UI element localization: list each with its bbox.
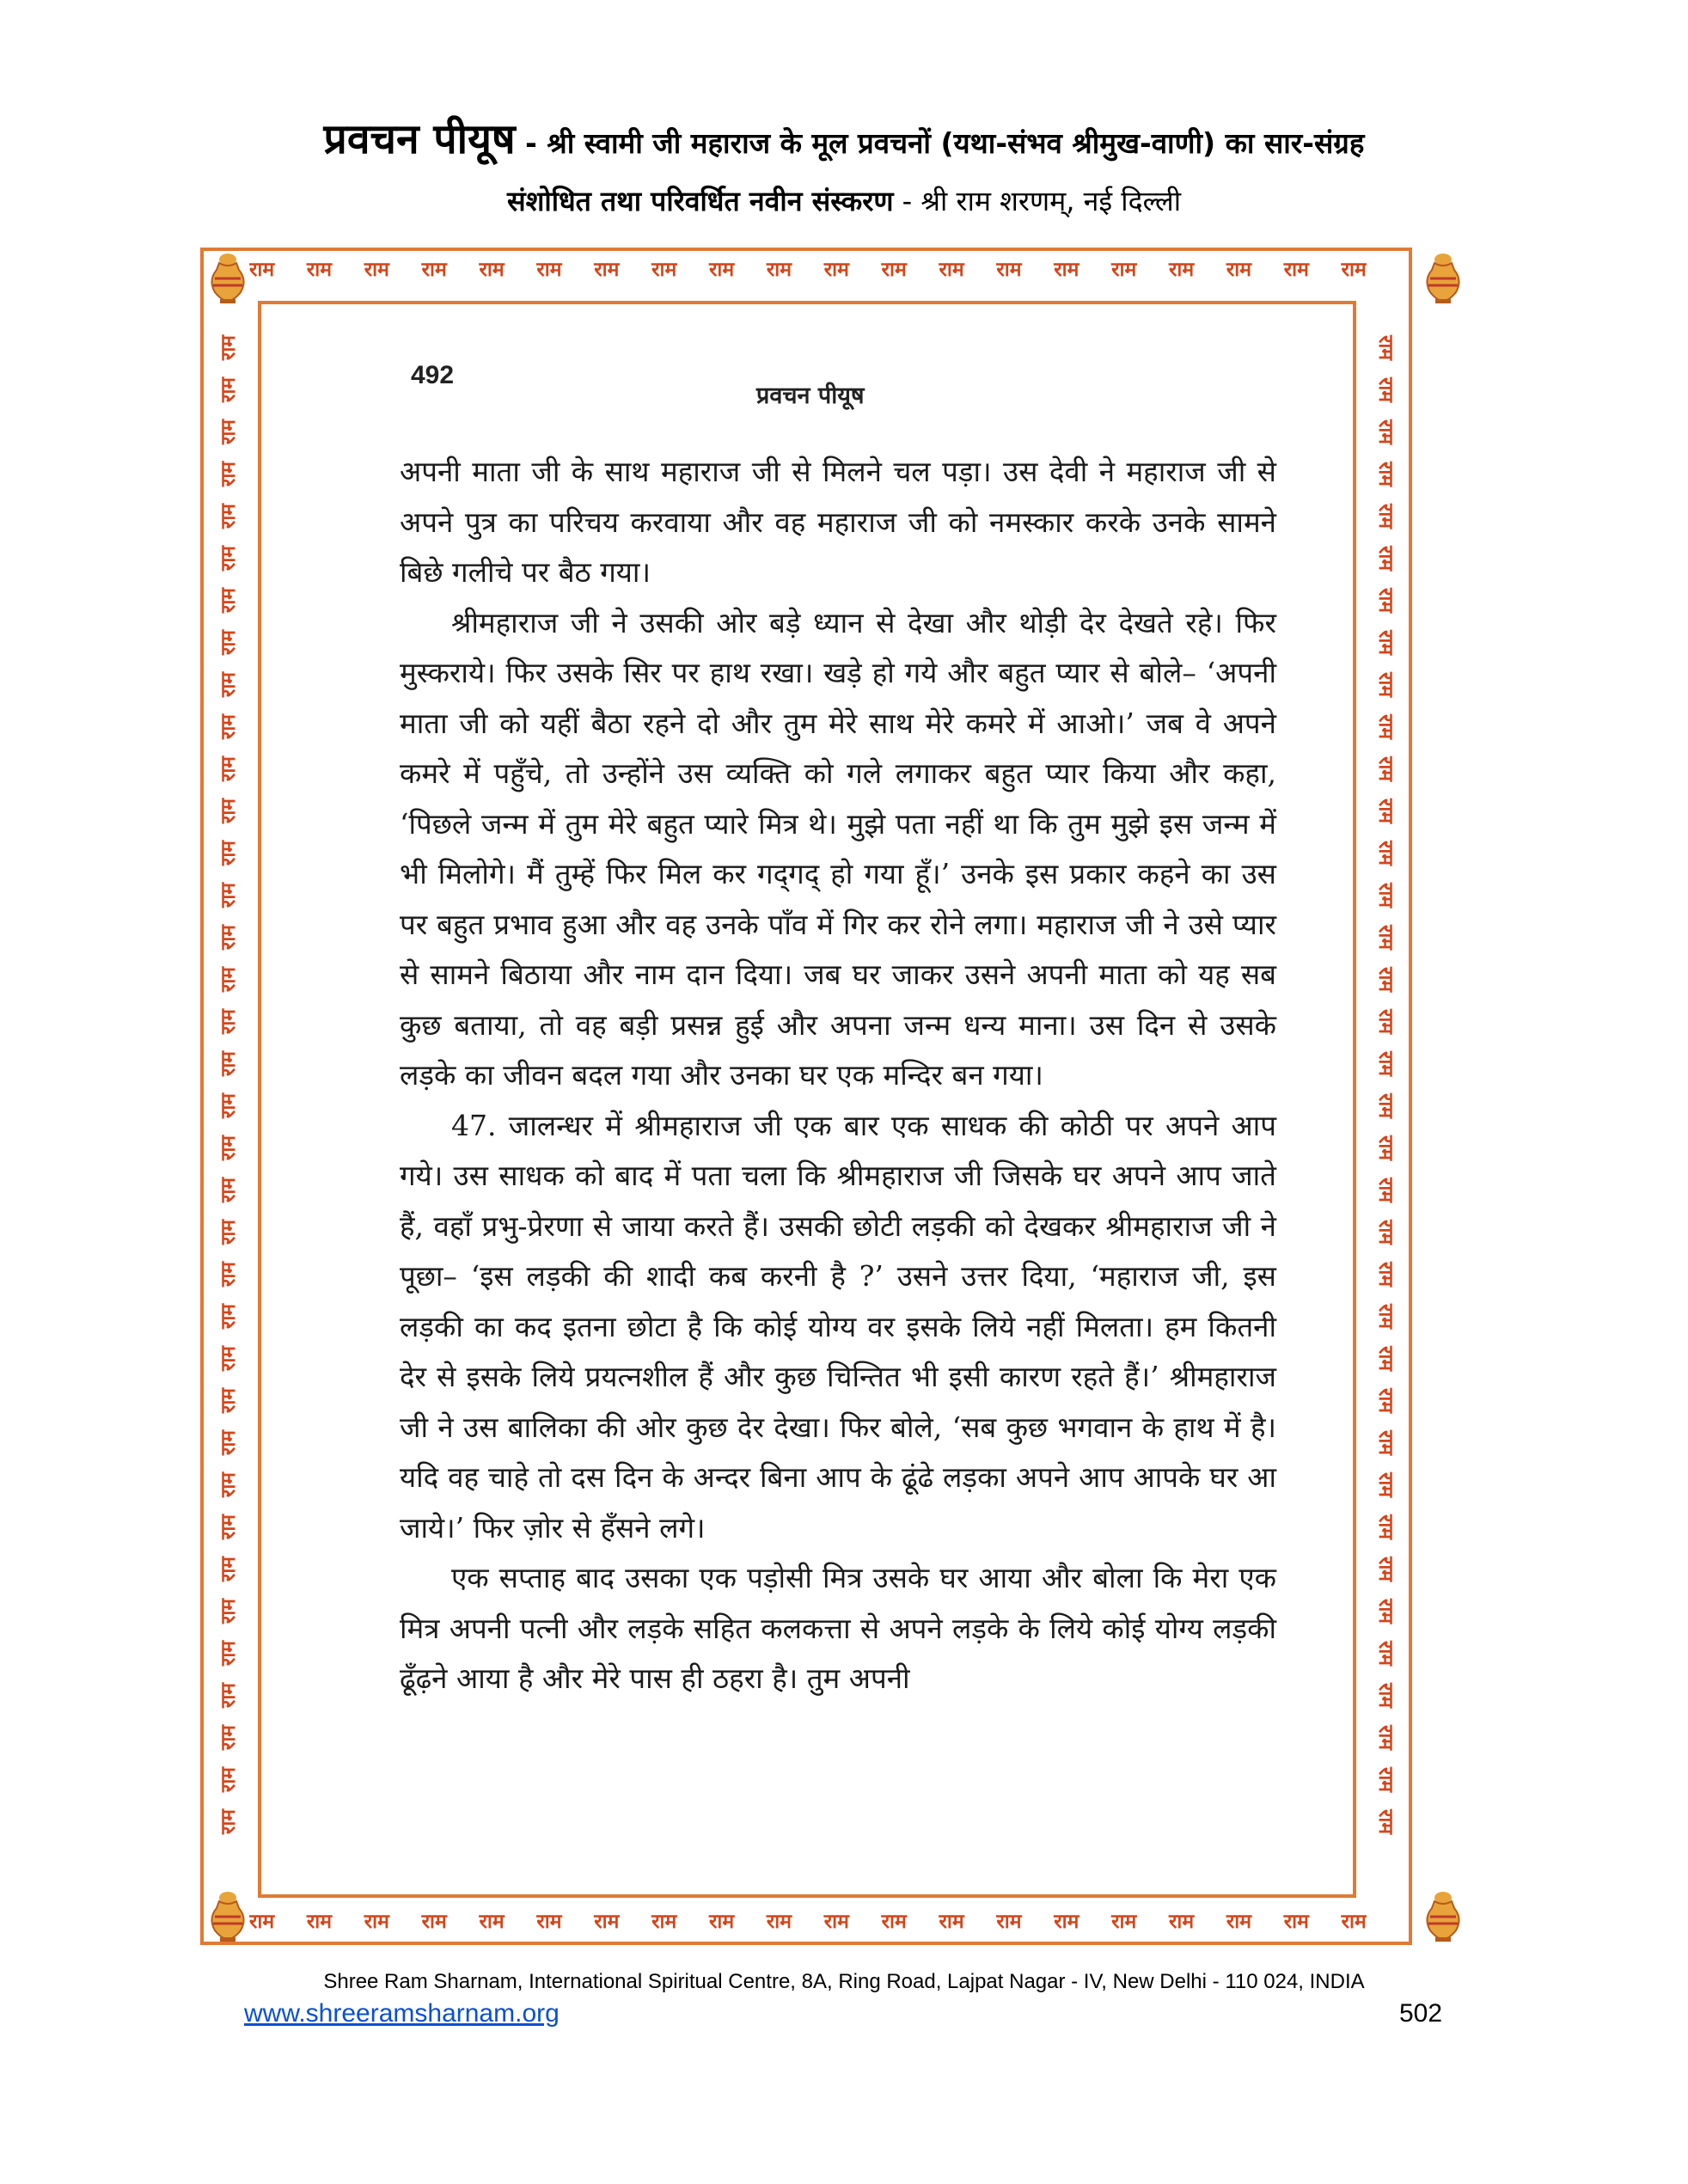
border-ram-word: राम	[1374, 1050, 1397, 1077]
border-ram-word: राम	[1111, 259, 1137, 281]
border-ram-word: राम	[823, 259, 849, 281]
border-ram-word: राम	[1341, 259, 1367, 281]
border-ram-word: राम	[249, 259, 275, 281]
border-ram-word: राम	[217, 1303, 241, 1330]
border-ram-word: राम	[217, 419, 241, 445]
border-ram-word: राम	[217, 1345, 241, 1372]
border-ram-word: राम	[996, 259, 1022, 281]
border-ram-word: राम	[1374, 1766, 1397, 1793]
border-ram-word: राम	[1374, 1471, 1397, 1498]
border-top-ram	[249, 254, 1367, 292]
border-ram-word: राम	[709, 259, 735, 281]
border-ram-word: राम	[823, 1911, 849, 1933]
border-ram-word: राम	[766, 1911, 792, 1933]
border-ram-word: राम	[651, 259, 677, 281]
border-ram-word: राम	[217, 461, 241, 487]
paragraph: एक सप्ताह बाद उसका एक पड़ोसी मित्र उसके घर आया और बोला कि मेरा एक मित्र अपनी पत्नी और लड़के सहित कलकत्ता से अपने लड़के के लिये कोई योग्य लड़की ढूँढ़ने आया है और मेरे पास ही ठहरा है। तुम अपनी	[400, 1561, 1276, 1695]
border-ram-word: राम	[651, 1911, 677, 1933]
border-ram-word: राम	[536, 1911, 562, 1933]
border-ram-word: राम	[1169, 259, 1195, 281]
border-right-ram	[1367, 327, 1404, 1874]
header-line-1	[0, 110, 1688, 166]
border-ram-word: राम	[217, 882, 241, 908]
border-ram-word: राम	[364, 259, 389, 281]
border-ram-word: राम	[1374, 798, 1397, 824]
border-ram-word: राम	[217, 840, 241, 866]
border-ram-word: राम	[217, 1219, 241, 1245]
border-ram-word: राम	[1374, 376, 1397, 403]
border-ram-word: राम	[1374, 1177, 1397, 1203]
border-ram-word: राम	[1283, 1911, 1309, 1933]
border-ram-word: राम	[217, 1724, 241, 1751]
border-ram-word: राम	[217, 1177, 241, 1203]
border-ram-word: राम	[1374, 503, 1397, 529]
border-ram-word: राम	[1374, 1682, 1397, 1709]
border-ram-word: राम	[421, 259, 447, 281]
edition-publisher: - श्री राम शरणम्, नई दिल्ली	[902, 185, 1181, 217]
paragraph: श्रीमहाराज जी ने उसकी ओर बड़े ध्यान से देखा और थोड़ी देर देखते रहे। फिर मुस्कराये। फिर उसके सिर पर हाथ रखा। खड़े हो गये और बहुत प्यार से बोले– ‘अपनी माता जी को यहीं बैठा रहने दो और तुम मेरे साथ मेरे कमरे में आओ।’ जब वे अपने कमरे में पहुँचे, तो उन्होंने उस व्यक्ति को गले लगाकर बहुत प्यार किया और कहा, ‘पिछले जन्म में तुम मेरे बहुत प्यारे मित्र थे। मुझे पता नहीं था कि तुम मुझे इस जन्म में भी मिलोगे। मैं तुम्हें फिर मिल कर गद्‌गद् हो गया हूँ।’ उनके इस प्रकार कहने का उस पर बहुत प्रभाव हुआ और वह उनके पाँव में गिर कर रोने लगा। महाराज जी ने उसे प्यार से सामने बिठाया और नाम दान दिया। जब घर जाकर उसने अपनी माता को यह सब कुछ बताया, तो वह बड़ी प्रसन्न हुई और अपना जन्म धन्य माना। उस दिन से उसके लड़के का जीवन बदल गया और उनका घर एक मन्दिर बन गया।	[400, 605, 1276, 1092]
border-ram-word: राम	[1374, 840, 1397, 866]
border-ram-word: राम	[1374, 1514, 1397, 1540]
kalash-pot-icon	[1418, 1889, 1468, 1942]
border-ram-word: राम	[217, 1514, 241, 1540]
border-ram-word: राम	[1374, 1261, 1397, 1288]
border-ram-word: राम	[217, 1008, 241, 1035]
border-ram-word: राम	[1054, 1911, 1079, 1933]
border-ram-word: राम	[421, 1911, 447, 1933]
border-ram-word: राम	[1374, 756, 1397, 782]
border-ram-word: राम	[1374, 629, 1397, 656]
border-ram-word: राम	[1374, 1556, 1397, 1582]
paragraph: 47. जालन्धर में श्रीमहाराज जी एक बार एक साधक की कोठी पर अपने आप गये। उस साधक को बाद में पता चला कि श्रीमहाराज जी जिसके घर अपने आप जाते हैं, वहाँ प्रभु-प्रेरणा से जाया करते हैं। उसकी छोटी लड़की को देखकर श्रीमहाराज जी ने पूछा– ‘इस लड़की की शादी कब करनी है ?’ उसने उत्तर दिया, ‘महाराज जी, इस लड़की का कद इतना छोटा है कि कोई योग्य वर इसके लिये नहीं मिलता। हम कितनी देर से इसके लिये प्रयत्नशील हैं और कुछ चिन्तित भी इसी कारण रहते हैं।’ श्रीमहाराज जी ने उस बालिका की ओर कुछ देर देखा। फिर बोले, ‘सब कुछ भगवान के हाथ में है। यदि वह चाहे तो दस दिन के अन्दर बिना आप के ढूंढे लड़का अपने आप आपके घर आ जाये।’ फिर ज़ोर से हँसने लगे।	[400, 1108, 1276, 1545]
border-ram-word: राम	[1341, 1911, 1367, 1933]
border-ram-word: राम	[217, 1808, 241, 1835]
border-ram-word: राम	[709, 1911, 735, 1933]
border-ram-word: राम	[1374, 1303, 1397, 1330]
border-ram-word: राम	[217, 587, 241, 614]
border-ram-word: राम	[1169, 1911, 1195, 1933]
border-ram-word: राम	[881, 259, 907, 281]
border-ram-word: राम	[881, 1911, 907, 1933]
border-ram-word: राम	[217, 503, 241, 529]
border-ram-word: राम	[1111, 1911, 1137, 1933]
border-ram-word: राम	[217, 1261, 241, 1288]
book-title: प्रवचन पीयूष	[323, 115, 516, 163]
border-ram-word: राम	[479, 259, 505, 281]
border-ram-word: राम	[1374, 1808, 1397, 1835]
header-line-2	[0, 182, 1688, 219]
border-ram-word: राम	[217, 545, 241, 572]
border-ram-word: राम	[939, 259, 964, 281]
footer-address: Shree Ram Sharnam, International Spiritual Centre, 8A, Ring Road, Lajpat Nagar - IV, New Delhi - 110 024, INDIA	[323, 1970, 1365, 1993]
border-ram-word: राम	[1374, 334, 1397, 361]
border-ram-word: राम	[1374, 1135, 1397, 1161]
border-ram-word: राम	[1374, 713, 1397, 740]
border-ram-word: राम	[217, 1050, 241, 1077]
border-ram-word: राम	[1374, 545, 1397, 572]
border-ram-word: राम	[1054, 259, 1079, 281]
border-ram-word: राम	[217, 1429, 241, 1456]
footer-page-number: 502	[1399, 1999, 1443, 2028]
website-link[interactable]: www.shreeramsharnam.org	[244, 1999, 560, 2028]
border-ram-word: राम	[217, 924, 241, 951]
border-ram-word: राम	[1283, 259, 1309, 281]
border-ram-word: राम	[1374, 924, 1397, 951]
border-ram-word: राम	[217, 376, 241, 403]
edition-label: संशोधित तथा परिवर्धित नवीन संस्करण	[507, 185, 894, 217]
border-bottom-ram	[249, 1906, 1367, 1944]
scan-body-text	[400, 447, 1276, 1704]
border-ram-word: राम	[1374, 419, 1397, 445]
border-ram-word: राम	[1374, 587, 1397, 614]
border-ram-word: राम	[1374, 1092, 1397, 1119]
border-ram-word: राम	[217, 713, 241, 740]
border-ram-word: राम	[217, 798, 241, 824]
border-ram-word: राम	[217, 629, 241, 656]
border-ram-word: राम	[217, 1471, 241, 1498]
border-ram-word: राम	[1374, 461, 1397, 487]
border-ram-word: राम	[217, 756, 241, 782]
border-ram-word: राम	[1374, 966, 1397, 993]
border-ram-word: राम	[217, 966, 241, 993]
border-ram-word: राम	[364, 1911, 389, 1933]
scan-page-number: 492	[411, 361, 455, 389]
border-left-ram	[211, 327, 248, 1874]
border-ram-word: राम	[594, 1911, 620, 1933]
border-ram-word: राम	[479, 1911, 505, 1933]
border-ram-word: राम	[217, 1766, 241, 1793]
border-ram-word: राम	[594, 259, 620, 281]
kalash-pot-icon	[203, 1889, 253, 1942]
border-ram-word: राम	[217, 1135, 241, 1161]
border-ram-word: राम	[217, 671, 241, 698]
border-ram-word: राम	[1374, 671, 1397, 698]
border-ram-word: राम	[1226, 259, 1251, 281]
border-ram-word: राम	[217, 1092, 241, 1119]
border-ram-word: राम	[249, 1911, 275, 1933]
border-ram-word: राम	[217, 1598, 241, 1624]
border-ram-word: राम	[1374, 1345, 1397, 1372]
border-ram-word: राम	[217, 1682, 241, 1709]
book-subtitle: - श्री स्वामी जी महाराज के मूल प्रवचनों (यथा-संभव श्रीमुख-वाणी) का सार-संग्रह	[525, 126, 1365, 160]
border-ram-word: राम	[1374, 1387, 1397, 1414]
kalash-pot-icon	[1418, 251, 1468, 304]
border-ram-word: राम	[1374, 1429, 1397, 1456]
border-ram-word: राम	[1374, 1640, 1397, 1667]
border-ram-word: राम	[1374, 1598, 1397, 1624]
border-ram-word: राम	[217, 334, 241, 361]
border-ram-word: राम	[536, 259, 562, 281]
border-ram-word: राम	[1374, 1724, 1397, 1751]
border-ram-word: राम	[1374, 1008, 1397, 1035]
border-ram-word: राम	[217, 1387, 241, 1414]
border-ram-word: राम	[217, 1556, 241, 1582]
border-ram-word: राम	[939, 1911, 964, 1933]
scan-running-title: प्रवचन पीयूष	[756, 382, 865, 409]
border-ram-word: राम	[1374, 1219, 1397, 1245]
border-ram-word: राम	[996, 1911, 1022, 1933]
border-ram-word: राम	[1226, 1911, 1251, 1933]
paragraph: अपनी माता जी के साथ महाराज जी से मिलने चल पड़ा। उस देवी ने महाराज जी से अपने पुत्र का परिचय करवाया और वह महाराज जी को नमस्कार करके उनके सामने बिछे गलीचे पर बैठ गया।	[400, 455, 1276, 589]
border-ram-word: राम	[217, 1640, 241, 1667]
border-ram-word: राम	[306, 259, 332, 281]
border-ram-word: राम	[306, 1911, 332, 1933]
kalash-pot-icon	[203, 251, 253, 304]
border-ram-word: राम	[766, 259, 792, 281]
border-ram-word: राम	[1374, 882, 1397, 908]
